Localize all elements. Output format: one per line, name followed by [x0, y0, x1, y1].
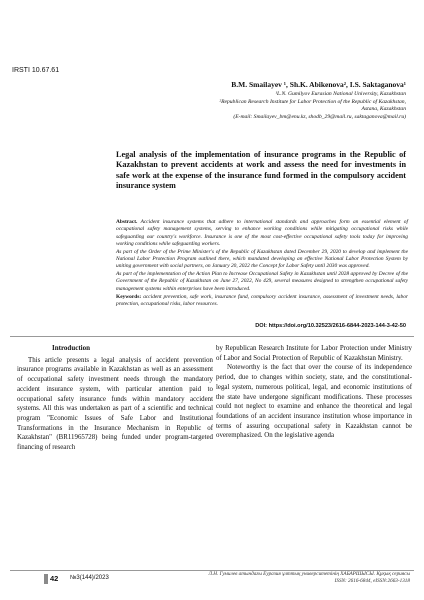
article-title: Legal analysis of the implementation of insurance programs in the Republic of Kazakhstan to prevent accidents at work and assess the need for investments in safe work at the expense of the insurance fund formed in the compulsory accident insurance system [116, 150, 406, 191]
affiliation-3: Astana, Kazakhstan [361, 106, 406, 113]
divider [10, 336, 414, 337]
keywords-text: accident prevention, safe work, insurance fund, compulsory accident insurance, assessment of investment needs, labor protection, occupational risks, labor resources. [116, 294, 408, 308]
issue-number: №3(144)/2023 [70, 575, 109, 581]
doi-link[interactable]: DOI: https://doi.org/10.32523/2616-6844-2023-144-3-42-50 [255, 323, 406, 329]
page-number-marker [44, 574, 48, 584]
right-paragraph-1: by Republican Research Institute for Labor Protection under Ministry of Labor and Social Protection of Republic of Kazakhstan Ministry. [216, 345, 412, 362]
abstract-paragraph-2: As part of the Order of the Prime Minister's of the Republic of Kazakhstan dated December 29, 2020 to develop and implement the National Labor Protection Program outlined there, which mandated developing an effective National Labor Protection System by uniting government with social partners, on January 20, 2022 the Concept for Labor Safety until 2030 was approved. [116, 248, 408, 270]
journal-title: Л.Н. Гумилев атындағы Еуразия ұлттық университетінің ХАБАРШЫСЫ. Құқық сериясы [208, 571, 410, 577]
left-paragraph-1: This article presents a legal analysis of accident prevention insurance programs available in Kazakhstan as well as an assessment of occupational safety investment needs through the mandatory accident insurance system, with particular attention paid to occupational safety insurance funds within mandatory accident systems. All this was undertaken as part of a scientific and technical program "Economic Issues of Safe Labor and Institutional Transformations in the Insurance Mechanism in Republic of Kazakhstan" (BR11965728) being funded under program-targeted financing of research [17, 356, 213, 452]
author-emails: (E-mail: Smailayev_bm@enu.kz, shodb_29@mail.ru, saktaganova@mail.ru) [233, 113, 406, 120]
abstract-label: Abstract. [116, 219, 138, 225]
affiliation-2: ²Republican Research Institute for Labor Protection of the Republic of Kazakhstan, [219, 98, 406, 105]
right-column [216, 344, 412, 441]
abstract-paragraph-3: As part of the implementation of the Action Plan to Increase Occupational Safety in Kazakhstan until 2028 approved by Decree of the Government of the Republic of Kazakhstan on June 27, 2022, No 429, several measures designed to strengthen occupational safety management systems within enterprises have been introduced. [116, 270, 408, 292]
author-names: B.M. Smailayev ¹, Sh.K. Abikenova², I.S. Saktaganova¹ [231, 80, 406, 89]
journal-issn: ISSN: 2616-6844, eISSN:2663-1318 [334, 578, 410, 584]
section-heading-introduction: Introduction [52, 344, 90, 352]
journal-info [160, 571, 410, 585]
page-number: 42 [50, 574, 59, 583]
abstract [116, 219, 408, 309]
irsti-code: IRSTI 10.67.61 [12, 67, 60, 74]
abstract-text: Accident insurance systems that adhere to international standards and approaches form an essential element of occupational safety management systems, serving to enhance working conditions while mitigating occupational risks while safeguarding our country's workforce. Insurance is one of the most cost-effective occupational safety tools today for improving working conditions while safeguarding workers. [116, 219, 408, 248]
keywords-label: Keywords: [116, 294, 142, 301]
affiliation-1: ¹L.N. Gumilyov Eurasian National University, Kazakhstan [275, 91, 406, 97]
right-paragraph-2: Noteworthy is the fact that over the course of its independence period, due to changes within society, state, and the constitutional-legal system, numerous political, legal, and economic institutions of the state have undergone significant modifications. These processes could not neglect to examine and enhance the theoretical and legal foundations of an accident insurance institution whose importance in terms of assuring occupational safety in Kazakhstan cannot be overemphasized. On the legislative agenda [216, 364, 412, 440]
authors-block [136, 80, 406, 121]
left-column [17, 344, 213, 453]
